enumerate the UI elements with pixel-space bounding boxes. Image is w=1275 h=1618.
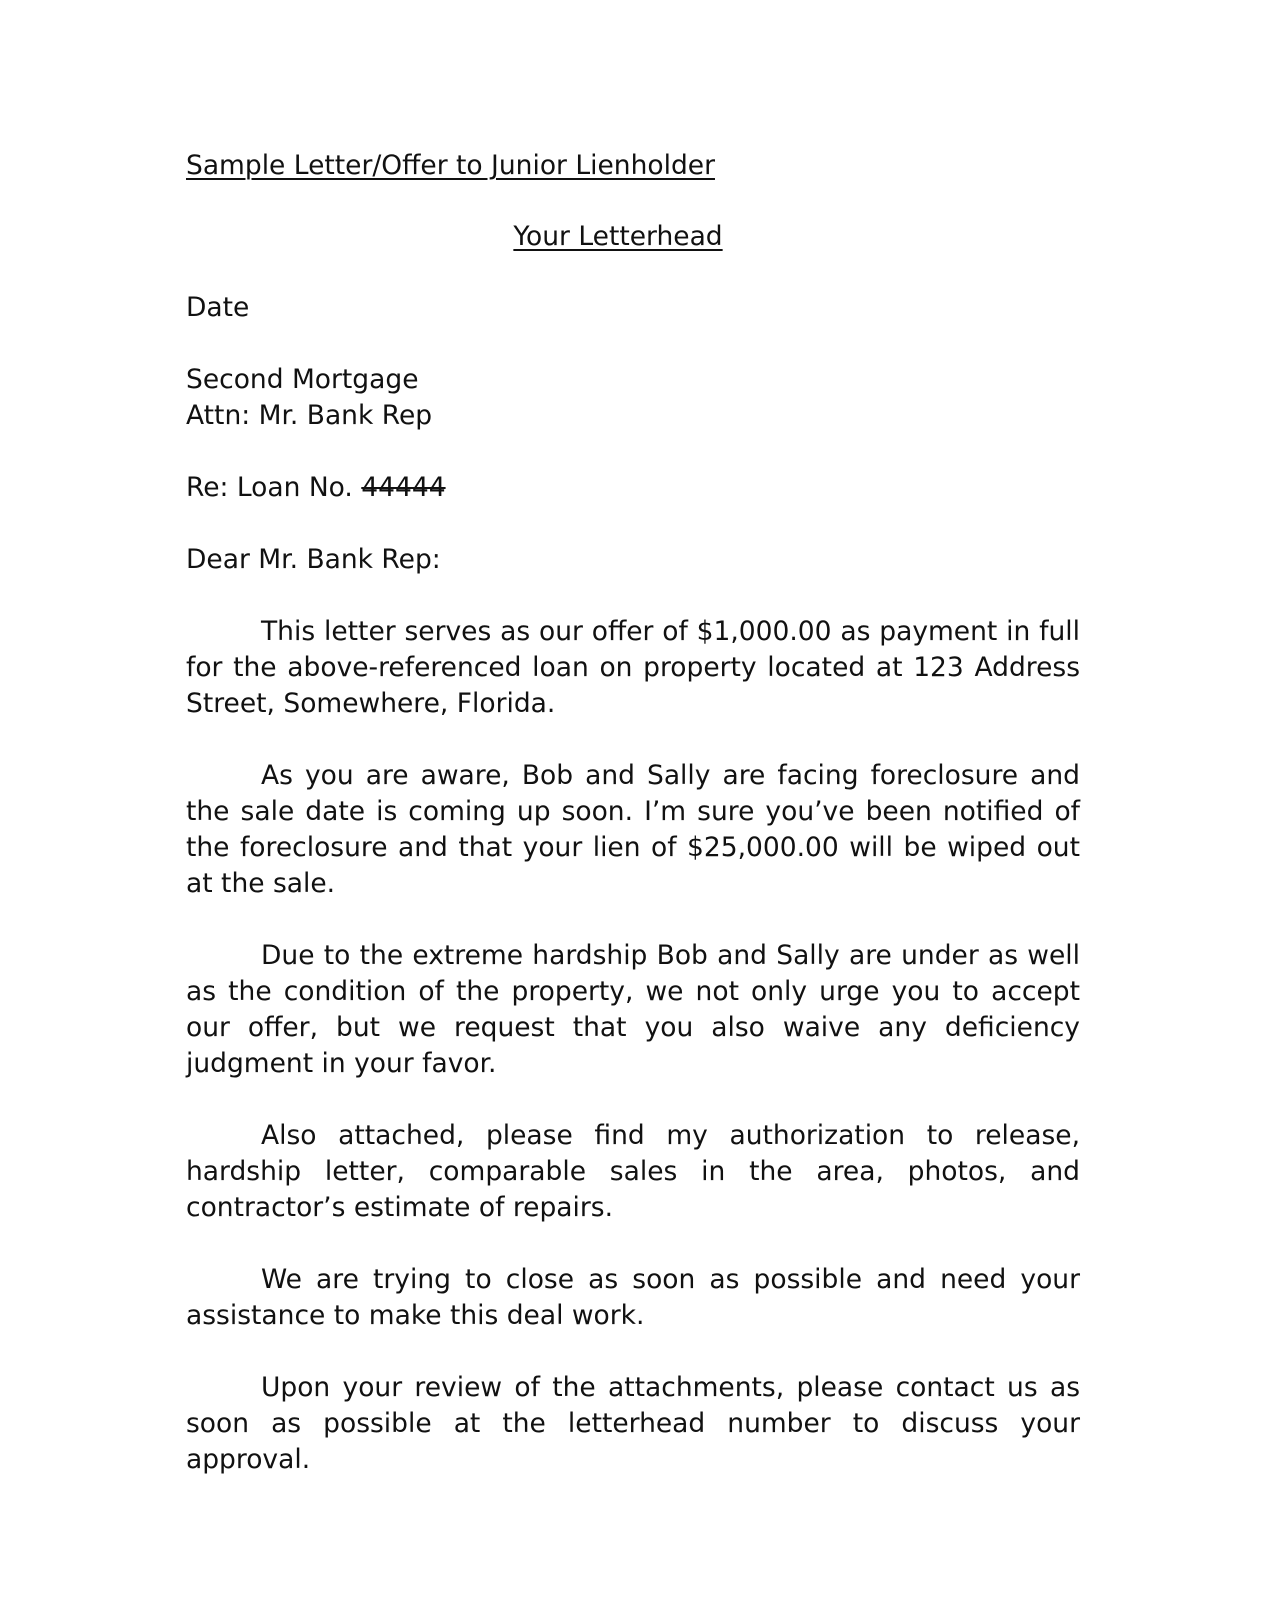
recipient-block (186, 362, 1080, 434)
body-paragraph-foreclosure: As you are aware, Bob and Sally are facing foreclosure and the sale date is coming up soon. I’m sure you’ve been notified of the foreclosure and that your lien of $25,000.00 will be wiped out at the sale. (186, 760, 1080, 899)
body-paragraph-offer: This letter serves as our offer of $1,000.00 as payment in full for the above-referenced loan on property located at 123 Address Street, Somewhere, Florida. (186, 616, 1080, 719)
body-paragraph-contact: Upon your review of the attachments, please contact us as soon as possible at the letterhead number to discuss your approval. (186, 1372, 1080, 1475)
recipient-name: Second Mortgage (186, 364, 419, 395)
salutation: Dear Mr. Bank Rep: (186, 544, 441, 575)
loan-number: 44444 (361, 472, 446, 503)
document-title: Sample Letter/Offer to Junior Lienholder (186, 150, 715, 181)
letterhead-placeholder: Your Letterhead (513, 221, 723, 252)
body-paragraph-hardship: Due to the extreme hardship Bob and Sally are under as well as the condition of the property, we not only urge you to accept our offer, but we request that you also waive any deficiency judgment in your favor. (186, 940, 1080, 1079)
letter-page (186, 148, 1080, 1478)
body-paragraph-attachments: Also attached, please find my authorization to release, hardship letter, comparable sales in the area, photos, and contractor’s estimate of repairs. (186, 1120, 1080, 1223)
date-line: Date (186, 292, 250, 323)
recipient-attention: Attn: Mr. Bank Rep (186, 400, 433, 431)
reference-line (186, 470, 1080, 506)
reference-prefix: Re: Loan No. (186, 472, 362, 503)
body-paragraph-closing: We are trying to close as soon as possible and need your assistance to make this deal work. (186, 1264, 1080, 1331)
